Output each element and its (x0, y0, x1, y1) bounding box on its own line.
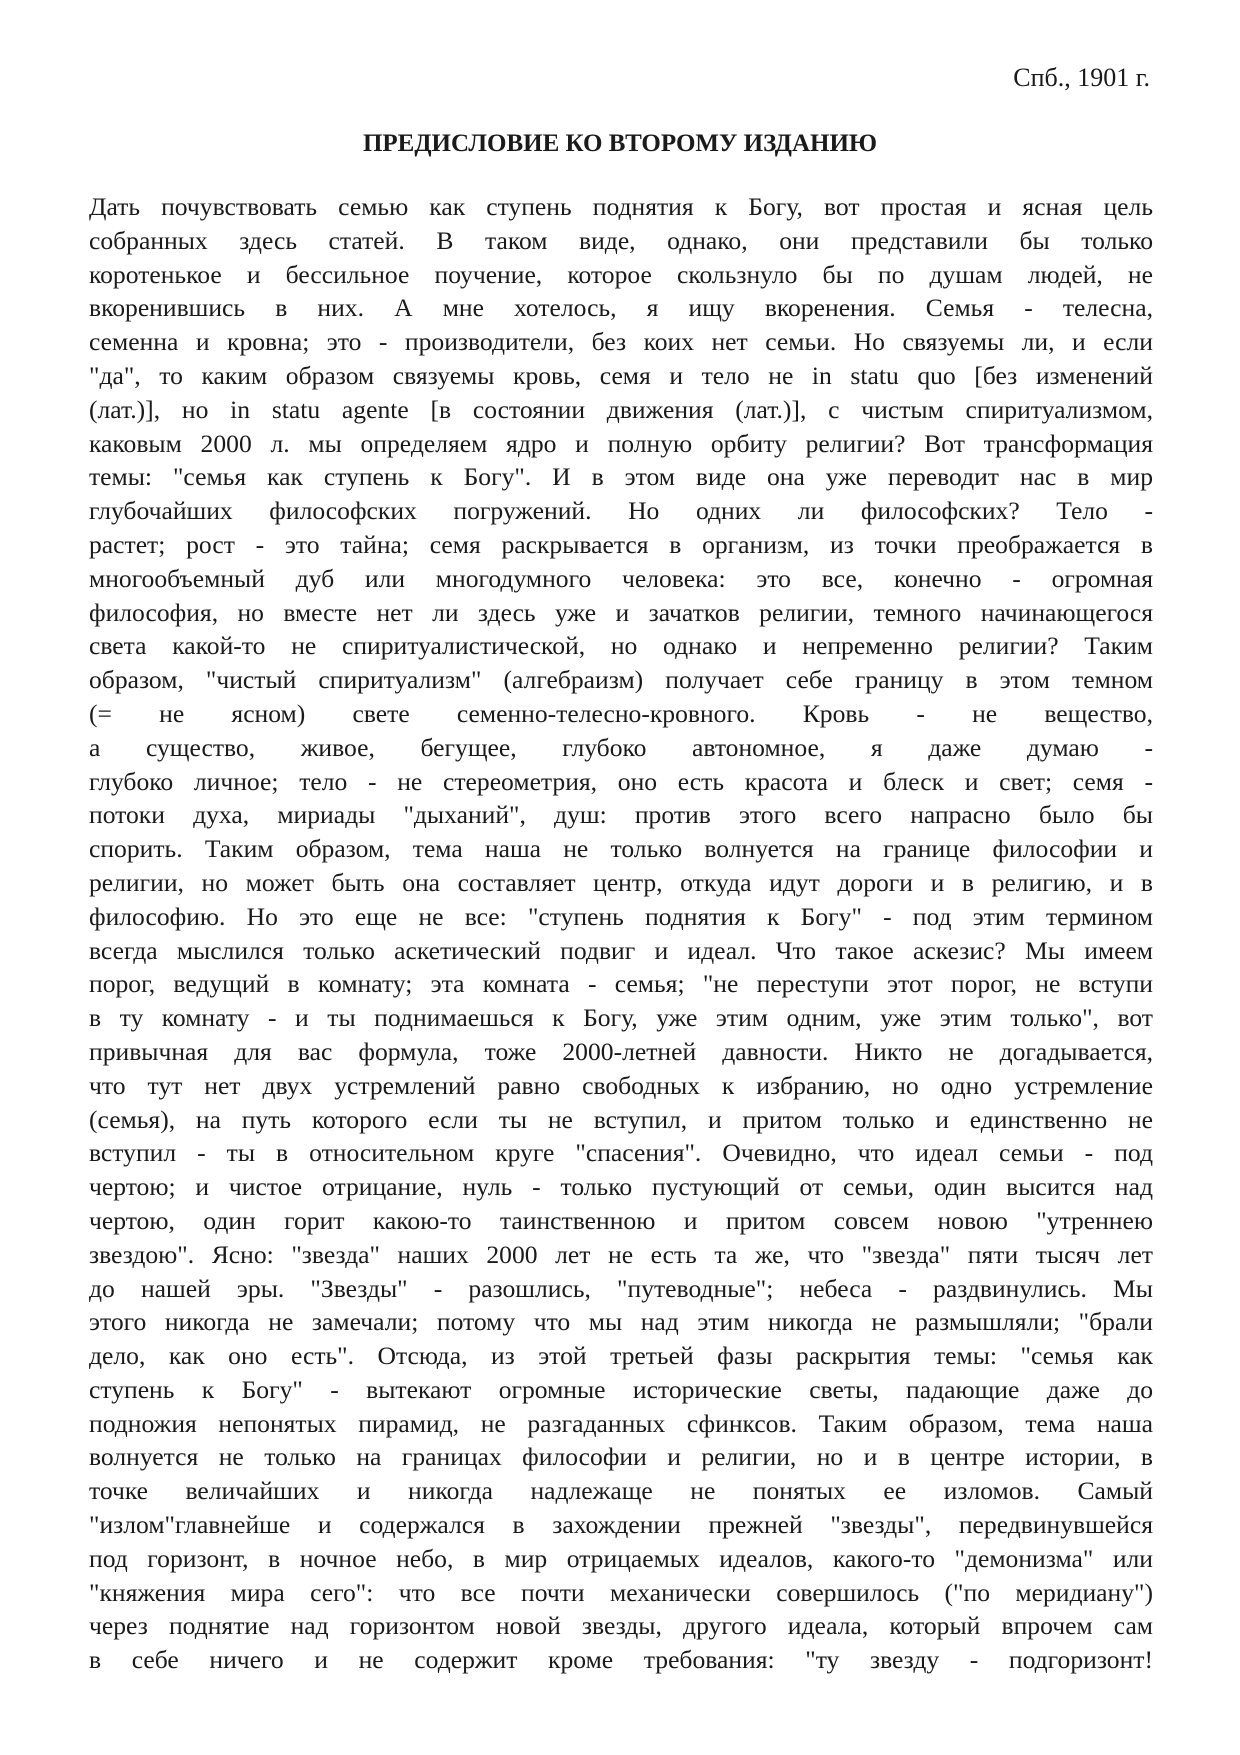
text-line: глубочайших философских погружений. Но одних ли философских? Тело - (89, 496, 1153, 526)
text-line: многообъемный дуб или многодумного человека: это все, конечно - огромная (89, 563, 1153, 593)
text-line: вступил - ты в относительном круге "спасения". Очевидно, что идеал семьи - под (89, 1138, 1153, 1168)
text-line: чертою; и чистое отрицание, нуль - только пустующий от семьи, один высится над (89, 1172, 1153, 1202)
page-title: ПРЕДИСЛОВИЕ КО ВТОРОМУ ИЗДАНИЮ (362, 130, 878, 157)
text-line: под горизонт, в ночное небо, в мир отрицаемых идеалов, какого-то "демонизма" или (89, 1543, 1153, 1573)
text-line: подножия непонятых пирамид, не разгаданных сфинксов. Таким образом, тема наша (89, 1408, 1153, 1438)
text-line: волнуется не только на границах философии и религии, но и в центре истории, в (89, 1442, 1153, 1472)
text-line: потоки духа, мириады "дыханий", душ: против этого всего напрасно было бы (89, 800, 1153, 830)
text-line: дело, как оно есть". Отсюда, из этой третьей фазы раскрытия темы: "семья как (89, 1341, 1153, 1371)
text-line: образом, "чистый спиритуализм" (алгебраизм) получает себе границу в этом темном (89, 665, 1153, 695)
text-line: этого никогда не замечали; потому что мы над этим никогда не размышляли; "брали (89, 1307, 1153, 1337)
body-text (89, 190, 1153, 1677)
text-line: растет; рост - это тайна; семя раскрывается в организм, из точки преображается в (89, 529, 1153, 559)
dateline: Спб., 1901 г. (1013, 63, 1150, 92)
text-line: собранных здесь статей. В таком виде, однако, они представили бы только (89, 225, 1153, 255)
text-line: чертою, один горит какою-то таинственною и притом совсем новою "утреннею (89, 1205, 1153, 1235)
text-line: философию. Но это еще не все: "ступень поднятия к Богу" - под этим термином (89, 901, 1153, 931)
text-line: в ту комнату - и ты поднимаешься к Богу, уже этим одним, уже этим только", вот (89, 1003, 1153, 1033)
text-line: точке величайших и никогда надлежаще не понятых ее изломов. Самый (89, 1476, 1153, 1506)
text-line: глубоко личное; тело - не стереометрия, оно есть красота и блеск и свет; семя - (89, 766, 1153, 796)
text-line: что тут нет двух устремлений равно свободных к избранию, но одно устремление (89, 1070, 1153, 1100)
text-line: в себе ничего и не содержит кроме требования: "ту звезду - подгоризонт! (89, 1645, 1153, 1675)
text-line: темы: "семья как ступень к Богу". И в этом виде она уже переводит нас в мир (89, 462, 1153, 492)
text-line: а существо, живое, бегущее, глубоко автономное, я даже думаю - (89, 732, 1153, 762)
text-line: семенна и кровна; это - производители, без коих нет семьи. Но связуемы ли, и если (89, 327, 1153, 357)
text-line: спорить. Таким образом, тема наша не только волнуется на границе философии и (89, 834, 1153, 864)
text-line: всегда мыслился только аскетический подвиг и идеал. Что такое аскезис? Мы имеем (89, 935, 1153, 965)
text-line: света какой-то не спиритуалистической, но однако и непременно религии? Таким (89, 631, 1153, 661)
text-line: (= не ясном) свете семенно-телесно-кровного. Кровь - не вещество, (89, 698, 1153, 728)
text-line: привычная для вас формула, тоже 2000-летней давности. Никто не догадывается, (89, 1036, 1153, 1066)
text-line: ступень к Богу" - вытекают огромные исторические светы, падающие даже до (89, 1374, 1153, 1404)
text-line: религии, но может быть она составляет центр, откуда идут дороги и в религию, и в (89, 867, 1153, 897)
text-line: Дать почувствовать семью как ступень поднятия к Богу, вот простая и ясная цель (89, 192, 1153, 221)
text-line: звездою". Ясно: "звезда" наших 2000 лет не есть та же, что "звезда" пяти тысяч лет (89, 1239, 1153, 1269)
text-line: (лат.)], но in statu agente [в состоянии движения (лат.)], с чистым спиритуализмом, (89, 394, 1153, 424)
text-line: коротенькое и бессильное поучение, которое скользнуло бы по душам людей, не (89, 259, 1153, 289)
text-line: до нашей эры. "Звезды" - разошлись, "путеводные"; небеса - раздвинулись. Мы (89, 1273, 1153, 1303)
text-line: "да", то каким образом связуемы кровь, семя и тело не in statu quo [без изменений (89, 360, 1153, 390)
text-line: порог, ведущий в комнату; эта комната - семья; "не переступи этот порог, не вступи (89, 969, 1153, 999)
text-line: (семья), на путь которого если ты не вступил, и притом только и единственно не (89, 1104, 1153, 1134)
text-line: каковым 2000 л. мы определяем ядро и полную орбиту религии? Вот трансформация (89, 428, 1153, 458)
text-line: "княжения мира сего": что все почти механически совершилось ("по меридиану") (89, 1577, 1153, 1607)
text-line: философия, но вместе нет ли здесь уже и зачатков религии, темного начинающегося (89, 597, 1153, 627)
text-line: вкоренившись в них. А мне хотелось, я ищу вкоренения. Семья - телесна, (89, 293, 1153, 323)
text-line: через поднятие над горизонтом новой звезды, другого идеала, который впрочем сам (89, 1611, 1153, 1641)
text-line: "излом"главнейше и содержался в захождении прежней "звезды", передвинувшейся (89, 1510, 1153, 1540)
